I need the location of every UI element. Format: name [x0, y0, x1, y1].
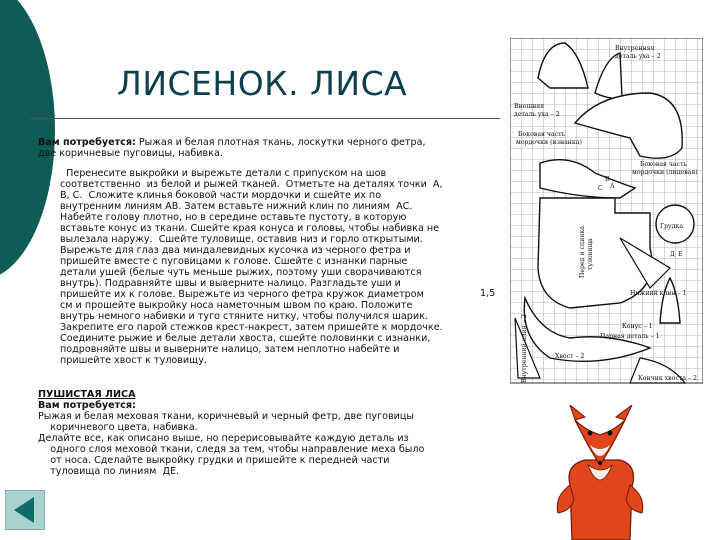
label-side-snout: Боковая часть	[640, 161, 687, 168]
label-outer-ear-2: деталь уха – 2	[514, 111, 560, 118]
instruction-line: внутренним линиям АВ. Затем вставьте нижний клин по линиям АС.	[60, 201, 413, 212]
previous-slide-button[interactable]	[5, 490, 45, 530]
materials-label: Вам потребуется:	[38, 137, 136, 148]
label-side-snout-b2: мордочки (изнанка)	[516, 139, 582, 146]
label-side-snout-2: мордочки (лицевая)	[632, 169, 698, 176]
fluffy-fox-section	[38, 389, 503, 477]
materials-line-2: две коричневые пуговицы, набивка.	[38, 148, 223, 159]
label-inner-ear: Внутренняя	[615, 45, 655, 52]
instruction-line: детали ушей (белые чуть меньше рыжих, поэтому уши сворачиваются	[60, 267, 422, 278]
label-inner-wedge: Внутренний клин – 2	[521, 314, 528, 383]
label-chest: Грудка	[660, 223, 684, 230]
letter-a: А	[610, 183, 615, 190]
instruction-line: Соедините рыжие и белые детали хвоста, сшейте половинки с изнанки,	[60, 333, 431, 344]
fluffy-line: Делайте все, как описано выше, но перерисовывайте каждую деталь из	[38, 433, 409, 444]
fluffy-line: коричневого цвета, набивка.	[38, 422, 198, 433]
label-outer-ear: Внешняя	[514, 103, 545, 110]
fluffy-line: от носа. Сделайте выкройку грудки и пришейте к передней части	[38, 455, 390, 466]
instruction-line: вставьте конус из ткани. Сшейте края конуса и головы, чтобы набивка не	[60, 223, 440, 234]
label-tail: Хвост – 2	[555, 353, 585, 360]
instruction-line: пришейте хвост к туловищу.	[60, 355, 207, 366]
instruction-line: В, С. Сложите клинья боковой части мордочки и сшейте их по	[60, 190, 382, 201]
label-side-snout-b: Боковая часть	[518, 131, 565, 138]
instruction-line: Набейте голову плотно, но в середине оставьте пустоту, в которую	[60, 212, 407, 223]
label-pair-part: Парная деталь – 1	[600, 333, 660, 340]
letter-e: Е	[678, 251, 683, 258]
fox-puppet-illustration	[540, 405, 660, 540]
fluffy-line: одного слоя меховой ткани, следя за тем, чтобы направление меха было	[38, 444, 425, 455]
label-cone: Конус – 1	[622, 323, 653, 330]
instruction-line: вылезала наружу. Сшейте туловище, оставив низ и горло открытыми.	[60, 234, 423, 245]
fluffy-heading: ПУШИСТАЯ ЛИСА	[38, 389, 136, 400]
instruction-line: внутрь). Подравняйте швы и выверните налицо. Разгладьте уши и	[60, 278, 401, 289]
instruction-line: пришейте их к голове. Вырежьте из черного фетра кружок диаметром	[60, 289, 424, 300]
materials-intro	[38, 137, 503, 159]
fluffy-line: Рыжая и белая меховая ткани, коричневый и черный фетр, две пуговицы	[38, 411, 414, 422]
letter-c: С	[598, 185, 603, 192]
instruction-line: Перенесите выкройки и вырежьте детали с припуском на шов	[60, 168, 387, 179]
instruction-line: внутрь немного набивки и туго стяните нитку, чтобы получился шарик.	[60, 311, 428, 322]
label-front-back: Перед и спинка	[579, 226, 586, 278]
instruction-line: см и прошейте выкройку носа наметочным швом по краю. Положите	[60, 300, 413, 311]
instruction-line: Вырежьте для глаз два миндалевидных кусочка из черного фетра и	[60, 245, 411, 256]
title-divider	[30, 118, 500, 119]
letter-d: Д	[670, 251, 676, 258]
instruction-line: соответственно из белой и рыжей тканей. Отметьте на деталях точки А,	[60, 179, 443, 190]
instructions-paragraph	[60, 168, 500, 366]
instruction-line: Закрепите его парой стежков крест-накрест, затем пришейте к мордочке.	[60, 322, 443, 333]
fluffy-label: Вам потребуется:	[38, 400, 136, 411]
label-bottom-wedge: Нижний клин – 1	[630, 290, 687, 297]
instruction-line: пришейте вместе с пуговицами к голове. Сшейте с изнанки парные	[60, 256, 408, 267]
label-tail-tip: Кончик хвоста – 2	[638, 375, 697, 382]
label-inner-ear-2: деталь уха – 2	[615, 53, 661, 60]
sewing-pattern-diagram	[510, 38, 703, 388]
materials-line-1: Рыжая и белая плотная ткань, лоскутки черного фетра,	[135, 137, 426, 148]
letter-b: В	[605, 176, 610, 183]
fluffy-line: туловища по линиям ДЕ.	[38, 466, 180, 477]
triangle-left-icon	[6, 491, 44, 529]
instruction-line: подровняйте швы и выверните налицо, затем неплотно набейте и	[60, 344, 400, 355]
diameter-value: 1,5	[480, 288, 496, 299]
label-front-back-2: туловища	[587, 238, 594, 270]
slide-title: ЛИСЕНОК. ЛИСА	[117, 64, 408, 103]
